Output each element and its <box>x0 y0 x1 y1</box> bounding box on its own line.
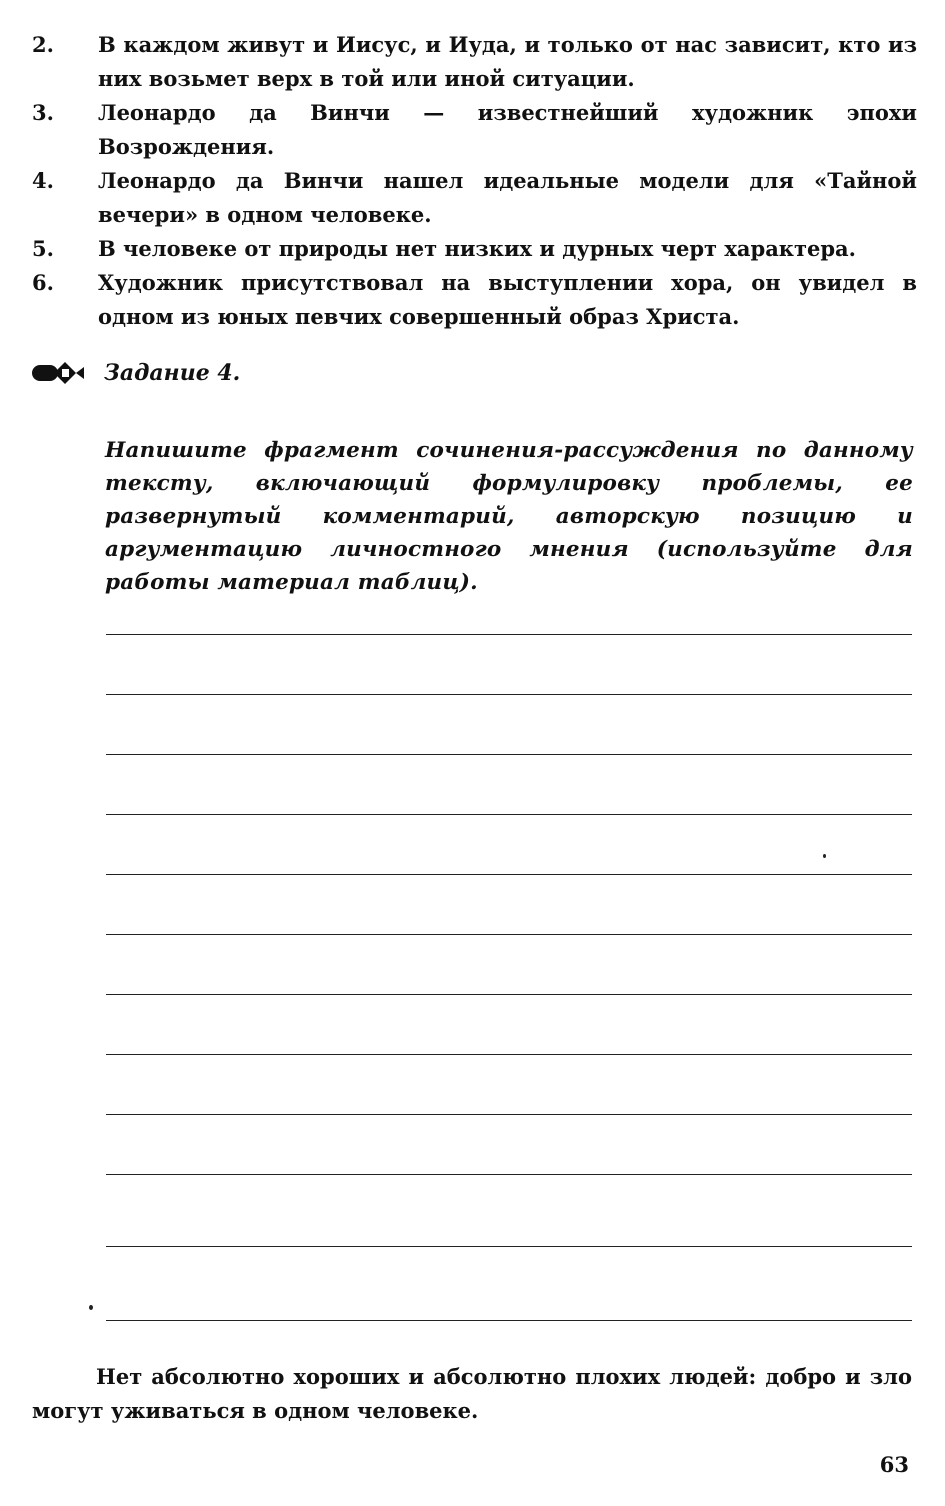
item-text: Леонардо да Винчи — известнейший художник эпохи Возрождения. <box>98 100 917 159</box>
list-item <box>32 232 917 266</box>
item-number: 2. <box>32 32 54 57</box>
answer-line[interactable] <box>106 1114 912 1115</box>
answer-line[interactable] <box>106 1054 912 1055</box>
answer-line[interactable] <box>106 634 912 635</box>
item-number: 5. <box>32 236 54 261</box>
list-item <box>32 266 917 334</box>
closing-statement <box>32 1360 912 1428</box>
item-text: В каждом живут и Иисус, и Иуда, и только от нас зависит, кто из них возьмет верх в той или иной ситуации. <box>98 32 917 91</box>
item-text: Леонардо да Винчи нашел идеальные модели для «Тайной вечери» в одном человеке. <box>98 168 917 227</box>
task-instruction: Напишите фрагмент сочинения-рассуждения по данному тексту, включающий формулировку проблемы, ее развернутый комментарий, авторскую позицию и аргументацию личностного мнения (используйте для работы материал таблиц). <box>105 438 913 595</box>
answer-line[interactable] <box>106 874 912 875</box>
item-number: 3. <box>32 100 54 125</box>
answer-line[interactable] <box>106 994 912 995</box>
item-number: 4. <box>32 168 54 193</box>
answer-line[interactable] <box>106 814 912 815</box>
item-text: Художник присутствовал на выступлении хора, он увидел в одном из юных певчих совершенный образ Христа. <box>98 270 917 329</box>
answer-line[interactable] <box>106 1174 912 1175</box>
answer-line[interactable] <box>106 934 912 935</box>
task-marker-icon <box>32 356 104 390</box>
answer-line[interactable] <box>106 1320 912 1321</box>
page-number: 63 <box>879 1452 909 1477</box>
statement-list <box>32 28 917 334</box>
print-speck <box>823 854 826 858</box>
item-text: В человеке от природы нет низких и дурных черт характера. <box>98 236 856 261</box>
task-heading <box>32 356 240 390</box>
closing-statement-text: Нет абсолютно хороших и абсолютно плохих людей: добро и зло могут уживаться в одном человеке. <box>32 1364 912 1423</box>
item-number: 6. <box>32 270 54 295</box>
list-item <box>32 28 917 96</box>
print-speck <box>89 1305 93 1310</box>
answer-line[interactable] <box>106 1246 912 1247</box>
list-item <box>32 96 917 164</box>
list-item <box>32 164 917 232</box>
task-title: Задание 4. <box>104 360 241 386</box>
answer-line[interactable] <box>106 694 912 695</box>
answer-line[interactable] <box>106 754 912 755</box>
